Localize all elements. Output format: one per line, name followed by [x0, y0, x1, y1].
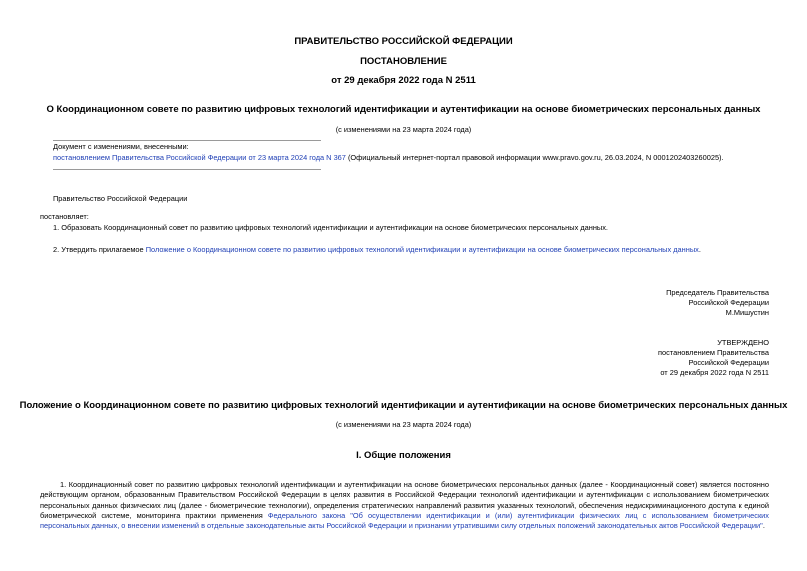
item-2	[53, 245, 701, 255]
paragraph-1-end: .	[762, 521, 765, 531]
paragraph-1-text: 1. Координационный совет по развитию цифровых технологий идентификации и аутентификации на основе биометрических персональных данных (далее - Координационный совет) является постоянно действующим органом, образованным Правительством Российской Федерации в целях развития в Российской Федерации технологий идентификации и аутентификации с использованием биометрических персональных данных физических лиц (далее - биометрические технологии), определения стратегических направлений развития указанных технологий, обеспечения недискриминационного доступа к единой биометрической системе, мониторинга практики применения	[40, 480, 769, 520]
signature-position: Председатель Правительства	[666, 288, 769, 297]
approval-word: УТВЕРЖДЕНО	[717, 338, 769, 347]
revision-note: (с изменениями на 23 марта 2024 года)	[335, 125, 472, 134]
federal-law-link[interactable]: Федерального закона "Об осуществлении идентификации и (или) аутентификации физических лиц с использованием биометрических персональных данных, о внесении изменений в отдельные законодательные акты Российской Федерации и признании утратившими силу отдельных положений законодательных актов Российской Федерации"	[40, 510, 770, 531]
signature-block	[666, 288, 769, 318]
item-2-end: .	[698, 245, 701, 254]
approval-country: Российской Федерации	[688, 358, 769, 367]
divider-bottom	[53, 169, 321, 170]
regulation-link[interactable]: Положение о Координационном совете по развитию цифровых технологий идентификации и аутентификации на основе биометрических персональных данных	[145, 245, 699, 254]
item-2-text: 2. Утвердить прилагаемое	[53, 245, 146, 254]
document-date: от 29 декабря 2022 года N 2511	[331, 75, 476, 86]
changes-line	[53, 153, 773, 163]
divider-top	[53, 140, 321, 141]
changes-label: Документ с изменениями, внесенными:	[53, 142, 189, 151]
decides-word: постановляет:	[40, 212, 89, 221]
changes-source: (Официальный интернет-портал правовой информации www.pravo.gov.ru, 26.03.2024, N 0001202403260025).	[345, 153, 724, 162]
paragraph-1	[40, 480, 769, 531]
item-1: 1. Образовать Координационный совет по развитию цифровых технологий идентификации и аутентификации на основе биометрических персональных данных.	[53, 223, 608, 232]
signature-country: Российской Федерации	[688, 298, 769, 307]
approval-by: постановлением Правительства	[658, 348, 769, 357]
document-title: О Координационном совете по развитию цифровых технологий идентификации и аутентификации на основе биометрических персональных данных	[46, 104, 761, 115]
issuer: Правительство Российской Федерации	[53, 194, 188, 203]
government-heading: ПРАВИТЕЛЬСТВО РОССИЙСКОЙ ФЕДЕРАЦИИ	[294, 36, 513, 47]
regulation-title: Положение о Координационном совете по развитию цифровых технологий идентификации и аутентификации на основе биометрических персональных данных	[19, 400, 788, 411]
approval-date: от 29 декабря 2022 года N 2511	[660, 368, 769, 377]
document-type: ПОСТАНОВЛЕНИЕ	[360, 56, 447, 67]
signature-name: М.Мишустин	[725, 308, 769, 317]
regulation-revision: (с изменениями на 23 марта 2024 года)	[335, 420, 472, 429]
section-heading: I. Общие положения	[356, 450, 451, 461]
amendment-link[interactable]: постановлением Правительства Российской Федерации от 23 марта 2024 года N 367	[53, 153, 346, 162]
approval-block	[658, 338, 769, 378]
